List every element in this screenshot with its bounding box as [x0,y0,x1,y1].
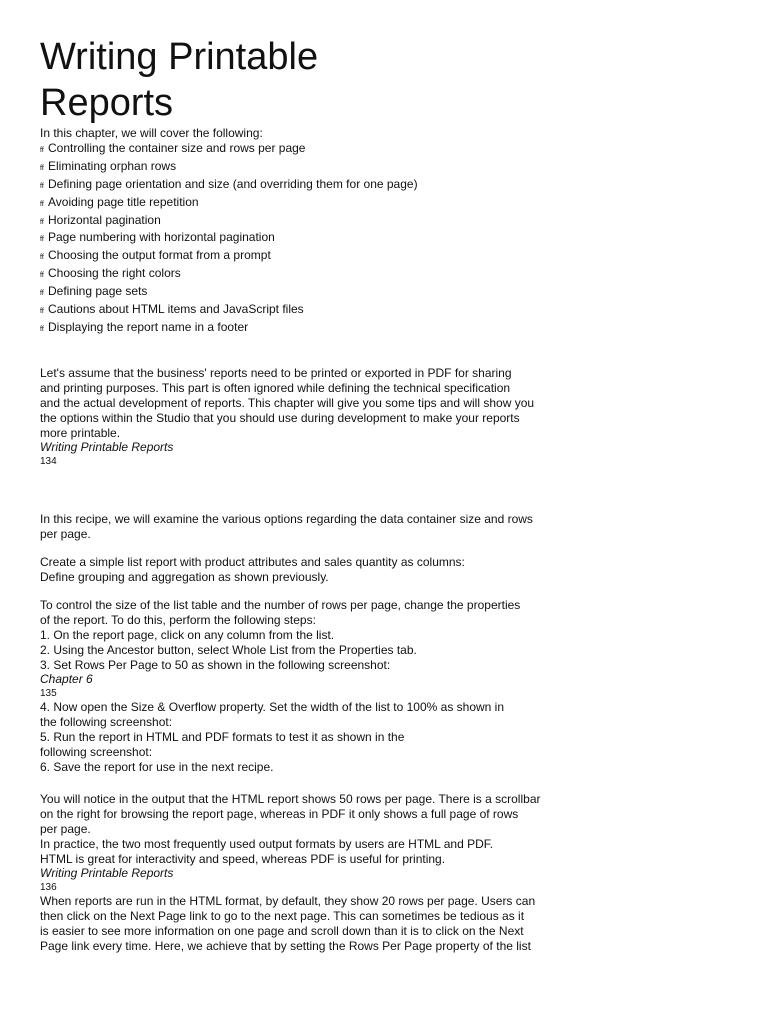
list-item: ff Avoiding page title repetition [40,195,740,213]
bullet-icon: ff [40,218,44,226]
text-line: then click on the Next Page link to go to the next page. This can sometimes be tedious as it [40,909,525,924]
paragraph-html-default [40,894,740,954]
list-item: ff Cautions about HTML items and JavaScript files [40,302,740,320]
text-line: is easier to see more information on one page and scroll down than it is to click on the Next [40,924,524,939]
bullet-icon: ff [40,272,44,280]
paragraph-how-it-works [40,792,740,867]
text-line: and the actual development of reports. This chapter will give you some tips and will show you [40,395,535,410]
text-line: per page. [40,821,91,836]
text-line: 4. Now open the Size & Overflow property. Set the width of the list to 100% as shown in [40,700,505,715]
bullet-icon: ff [40,308,44,316]
document-page [40,34,740,954]
bullet-icon: ff [40,236,44,244]
page-number: 134 [40,456,57,468]
text-line: of the report. To do this, perform the following steps: [40,612,316,627]
topic-list [40,141,740,338]
running-head: Chapter 6 [40,672,93,687]
text-line: the options within the Studio that you should use during development to make your reports [40,410,520,425]
paragraph-recipe [40,512,740,542]
text-line: 5. Run the report in HTML and PDF formats to test it as shown in the [40,730,405,745]
chapter-title [40,34,740,126]
bullet-icon: ff [40,325,44,333]
list-item: ff Page numbering with horizontal pagination [40,230,740,248]
text-line: Page link every time. Here, we achieve that by setting the Rows Per Page property of the list [40,939,531,954]
bullet-icon: ff [40,200,44,208]
list-item: ff Defining page sets [40,284,740,302]
running-head: Writing Printable Reports [40,866,174,881]
page-number: 136 [40,882,57,894]
page-number: 135 [40,688,57,700]
text-line: 6. Save the report for use in the next recipe. [40,760,274,774]
paragraph-intro [40,366,740,441]
text-line: following screenshot: [40,745,153,760]
text-line: Create a simple list report with product attributes and sales quantity as columns: [40,555,465,570]
bullet-icon: ff [40,254,44,262]
list-item: ff Defining page orientation and size (and overriding them for one page) [40,177,740,195]
text-line: HTML is great for interactivity and speed, whereas PDF is useful for printing. [40,851,446,866]
text-line: 1. On the report page, click on any column from the list. [40,627,335,642]
paragraph-getting-ready [40,555,740,585]
list-item: ff Eliminating orphan rows [40,159,740,177]
text-line: When reports are run in the HTML format, by default, they show 20 rows per page. Users can [40,894,536,909]
text-line: more printable. [40,425,121,440]
intro-text: In this chapter, we will cover the following: [40,126,263,140]
text-line: per page. [40,527,91,542]
text-line: Let's assume that the business' reports need to be printed or exported in PDF for sharing [40,365,512,380]
list-item: ff Choosing the output format from a prompt [40,248,740,266]
text-line: In practice, the two most frequently used output formats by users are HTML and PDF. [40,836,494,851]
list-item: ff Controlling the container size and rows per page [40,141,740,159]
bullet-icon: ff [40,164,44,172]
text-line: the following screenshot: [40,715,173,730]
text-line: on the right for browsing the report page, whereas in PDF it only shows a full page of rows [40,806,519,821]
paragraph-steps-continued [40,700,740,775]
text-line: and printing purposes. This part is often ignored while defining the technical specification [40,380,511,395]
list-item: ff Horizontal pagination [40,213,740,231]
bullet-icon: ff [40,146,44,154]
bullet-icon: ff [40,182,44,190]
text-line: Define grouping and aggregation as shown previously. [40,570,329,585]
paragraph-steps [40,598,740,673]
text-line: You will notice in the output that the HTML report shows 50 rows per page. There is a scrollbar [40,791,541,806]
chapter-title-line-2: Reports [40,82,174,124]
list-item: ff Displaying the report name in a footer [40,320,740,338]
running-head: Writing Printable Reports [40,440,174,455]
text-line: 2. Using the Ancestor button, select Whole List from the Properties tab. [40,642,417,657]
list-item: ff Choosing the right colors [40,266,740,284]
text-line: In this recipe, we will examine the various options regarding the data container size and rows [40,512,533,527]
text-line: To control the size of the list table and the number of rows per page, change the properties [40,597,521,612]
text-line: 3. Set Rows Per Page to 50 as shown in the following screenshot: [40,657,391,672]
bullet-icon: ff [40,290,44,298]
chapter-title-line-1: Writing Printable [40,36,319,78]
